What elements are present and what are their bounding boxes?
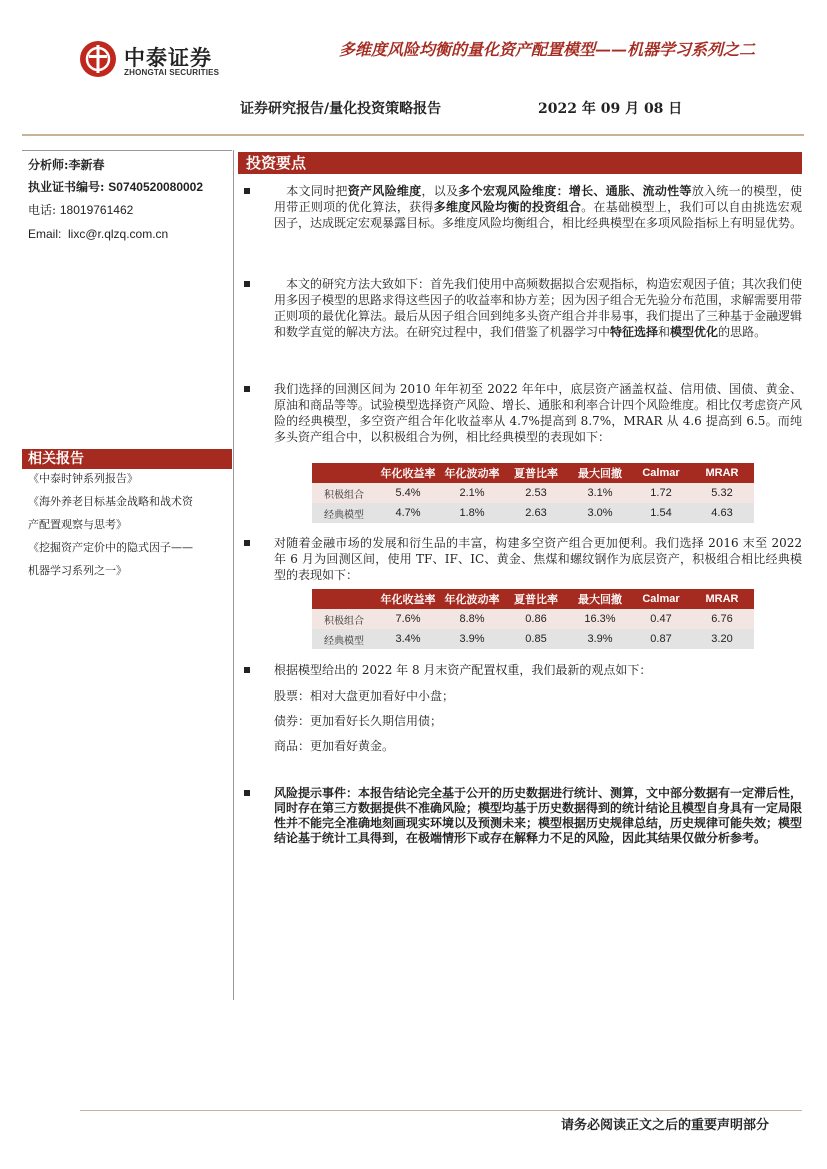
report-type: 证券研究报告/量化投资策略报告 <box>240 101 442 117</box>
phone-number: 18019761462 <box>59 203 134 217</box>
phone-line <box>28 200 133 220</box>
performance-table-2 <box>312 589 754 649</box>
p1-text: 放入统一的模型，使用带正则项的优化算法，获得 <box>274 184 802 214</box>
table-cell: 1.72 <box>632 483 690 503</box>
view-commodity: 商品：更加看好黄金。 <box>274 739 395 753</box>
table-header-cell: 最大回撤 <box>568 589 632 609</box>
row-label: 积极组合 <box>312 483 376 503</box>
table-header-cell: Calmar <box>632 589 690 609</box>
table-cell: 2.63 <box>504 503 568 523</box>
table-cell: 7.6% <box>376 609 440 629</box>
table-cell: 5.32 <box>690 483 754 503</box>
table-cell: 0.87 <box>632 629 690 649</box>
p1-text: ，以及 <box>421 184 459 198</box>
email-line <box>28 224 168 244</box>
footer-disclaimer: 请务必阅读正文之后的重要声明部分 <box>560 1118 769 1133</box>
paragraph-3: 我们选择的回测区间为 2010 年年初至 2022 年年中，底层资产涵盖权益、信用债、国债、黄金、原油和商品等等。试验模型选择资产风险、增长、通胀和利率合计四个风险维度。相比仅考虑资产风险的经典模型，多空资产组合年化收益率从 4.7%提高到 8.7%，MRAR 从 4.6 提高到 6.5。而纯多头资产组合中，以积极组合为例，相比经典模型的表现如下： <box>274 382 803 444</box>
paragraph-1 <box>274 183 802 231</box>
row-label: 经典模型 <box>312 503 376 523</box>
table-cell: 4.63 <box>690 503 754 523</box>
analyst-line <box>28 155 104 175</box>
logo-mark <box>80 41 116 77</box>
p1-bold: 多维度风险均衡的投资组合 <box>433 200 582 214</box>
analyst-label: 分析师: <box>28 158 69 172</box>
paragraph-4: 对随着金融市场的发展和衍生品的丰富，构建多空资产组合更加便利。我们选择 2016 末至 2022 年 6 月为回测区间，使用 TF、IF、IC、黄金、焦煤和螺纹钢作为底层资产，积极组合相比经典模型的表现如下： <box>274 536 802 582</box>
logo-text-en: ZHONGTAI SECURITIES <box>124 68 220 77</box>
table-row <box>312 609 754 629</box>
table-cell: 16.3% <box>568 609 632 629</box>
bullet-icon <box>244 281 250 287</box>
analyst-name: 李新春 <box>68 158 105 172</box>
table-header-cell: 最大回撤 <box>568 463 632 483</box>
table-header-cell: 年化收益率 <box>376 463 440 483</box>
email-address[interactable]: lixc@r.qlzq.com.cn <box>68 227 169 241</box>
report-title: 多维度风险均衡的量化资产配置模型——机器学习系列之二 <box>338 40 755 59</box>
cert-line <box>28 177 203 197</box>
related-report-item[interactable]: 《海外养老目标基金战略和战术资 <box>28 495 193 508</box>
logo-text-cn: 中泰证券 <box>124 46 212 70</box>
table-header-cell: 年化波动率 <box>440 589 504 609</box>
p1-bold: 多个宏观风险维度：增长、通胀、流动性等 <box>458 184 692 198</box>
table-cell: 2.53 <box>504 483 568 503</box>
table-cell: 3.0% <box>568 503 632 523</box>
table-row <box>312 483 754 503</box>
table-row <box>312 503 754 523</box>
table-row <box>312 629 754 649</box>
table-cell: 3.9% <box>568 629 632 649</box>
related-report-item[interactable]: 《中泰时钟系列报告》 <box>28 472 138 485</box>
p2-text: 的思路。 <box>718 325 767 339</box>
table-header-cell: Calmar <box>632 463 690 483</box>
table-cell: 8.8% <box>440 609 504 629</box>
table-cell: 3.20 <box>690 629 754 649</box>
table-cell: 1.54 <box>632 503 690 523</box>
table-cell: 0.47 <box>632 609 690 629</box>
p2-bold: 特征选择 <box>610 325 659 339</box>
table-cell: 1.8% <box>440 503 504 523</box>
table-header-row <box>312 463 754 483</box>
table-header-row <box>312 589 754 609</box>
table-cell: 4.7% <box>376 503 440 523</box>
related-report-item[interactable]: 机器学习系列之一》 <box>28 564 127 577</box>
cert-number: S0740520080002 <box>108 180 204 194</box>
table-header-cell: 夏普比率 <box>504 463 568 483</box>
p1-text: 。在基础模型上，我们可以自由挑选宏观因子，达成既定宏观暴露目标。多维度风险均衡组合，相比经典模型在多项风险指标上有明显优势。 <box>274 200 803 230</box>
sidebar-top-rule <box>22 150 232 151</box>
table-header-cell: 年化波动率 <box>440 463 504 483</box>
related-report-item[interactable]: 产配置观察与思考》 <box>28 518 127 531</box>
related-report-item[interactable]: 《挖掘资产定价中的隐式因子—— <box>28 541 193 554</box>
table-cell: 3.9% <box>440 629 504 649</box>
p2-text: 和 <box>658 325 671 339</box>
table-cell: 3.1% <box>568 483 632 503</box>
paragraph-5: 根据模型给出的 2022 年 8 月末资产配置权重，我们最新的观点如下： <box>274 663 652 677</box>
table-header-cell: 年化收益率 <box>376 589 440 609</box>
view-stock: 股票：相对大盘更加看好中小盘； <box>274 689 455 703</box>
logo-icon <box>80 41 116 77</box>
footer-divider <box>80 1110 802 1111</box>
row-label: 积极组合 <box>312 609 376 629</box>
table-header-cell <box>312 589 376 609</box>
table-header-cell <box>312 463 376 483</box>
table-cell: 0.86 <box>504 609 568 629</box>
p2-bold: 模型优化 <box>670 325 719 339</box>
cert-label: 执业证书编号: <box>28 180 105 194</box>
table-header-cell: MRAR <box>690 463 754 483</box>
view-bond: 债券：更加看好长久期信用债； <box>274 714 443 728</box>
paragraph-2 <box>274 276 802 340</box>
risk-warning: 风险提示事件：本报告结论完全基于公开的历史数据进行统计、测算，文中部分数据有一定滞后性，同时存在第三方数据提供不准确风险；模型均基于历史数据得到的统计结论且模型自身具有一定局限性并不能完全准确地刻画现实环境以及预测未来；模型根据历史规律总结，历史规律可能失效；模型结论基于统计工具得到，在极端情形下或存在解释力不足的风险，因此其结果仅做分析参考。 <box>274 786 803 845</box>
bullet-icon <box>244 667 250 673</box>
performance-table-1 <box>312 463 754 523</box>
table-header-cell: MRAR <box>690 589 754 609</box>
related-reports-heading: 相关报告 <box>22 449 232 469</box>
bullet-icon <box>244 386 250 392</box>
section-heading: 投资要点 <box>238 152 802 174</box>
report-date: 2022 年 09 月 08 日 <box>538 101 683 117</box>
bullet-icon <box>244 188 250 194</box>
table-cell: 3.4% <box>376 629 440 649</box>
bullet-icon <box>244 790 250 796</box>
p2-text: 本文的研究方法大致如下：首先我们使用中高频数据拟合宏观指标，构造宏观因子值；其次我们使用多因子模型的思路求得这些因子的收益率和协方差；因为因子组合无先验分布范围，求解需要用带正则项的最优化算法。最后从因子组合回到纯多头资产组合并非易事，我们提出了三种基于金融逻辑和数学直觉的解决方法。在研究过程中，我们借鉴了机器学习中 <box>274 277 803 339</box>
table-cell: 0.85 <box>504 629 568 649</box>
table-cell: 5.4% <box>376 483 440 503</box>
phone-label: 电话: <box>28 203 57 217</box>
p1-text: 本文同时把 <box>286 184 348 198</box>
table-header-cell: 夏普比率 <box>504 589 568 609</box>
table-cell: 2.1% <box>440 483 504 503</box>
row-label: 经典模型 <box>312 629 376 649</box>
table-cell: 6.76 <box>690 609 754 629</box>
header-divider <box>22 134 804 136</box>
bullet-icon <box>244 540 250 546</box>
p1-bold: 资产风险维度 <box>347 184 422 198</box>
column-divider <box>233 150 234 1000</box>
email-label: Email: <box>28 227 62 241</box>
